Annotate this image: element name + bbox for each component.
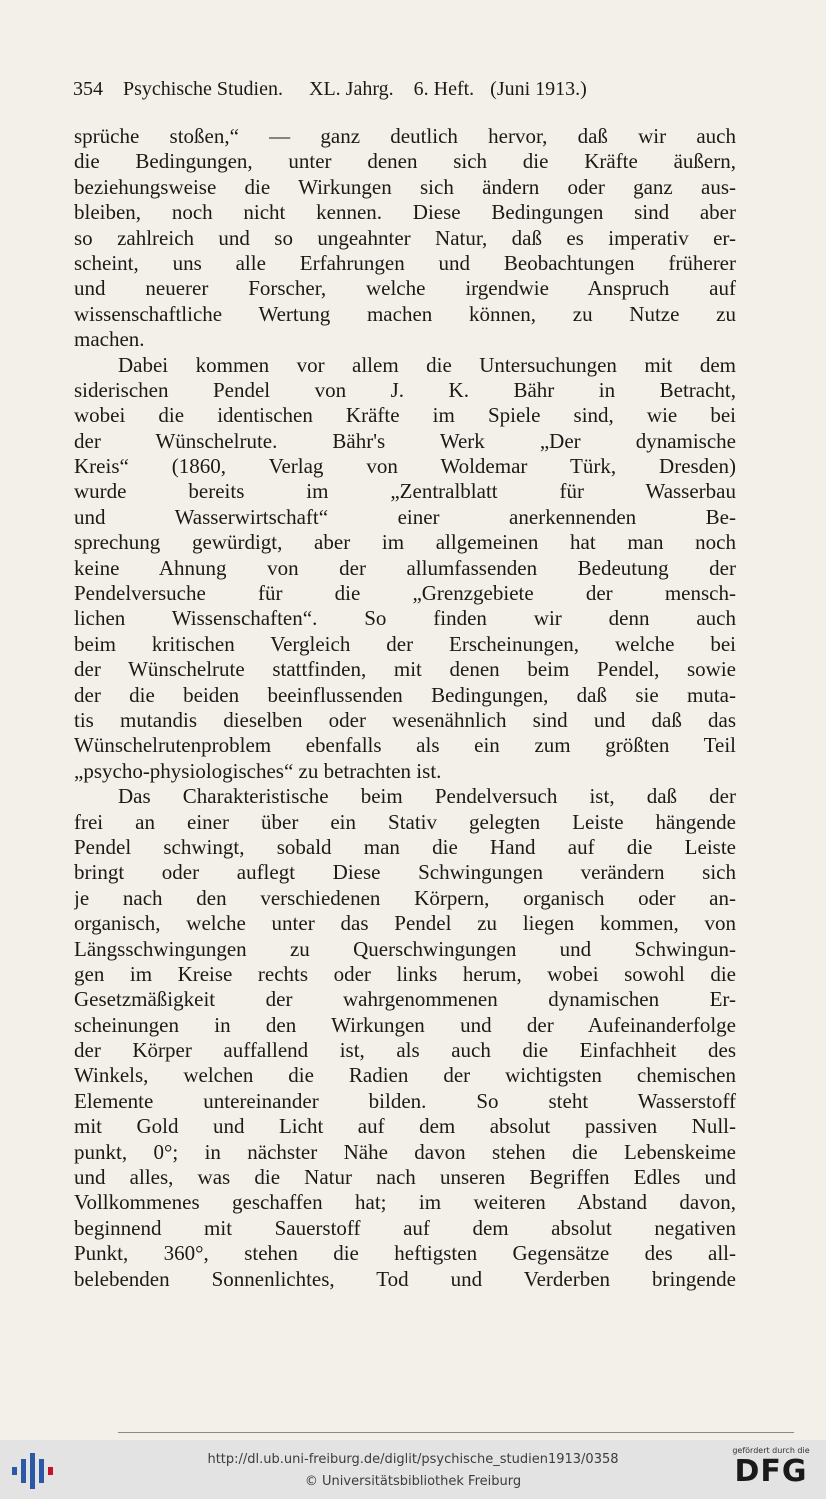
text-line: Gesetzmäßigkeit der wahrgenommenen dynamischen Er- [74, 987, 736, 1012]
text-line: frei an einer über ein Stativ gelegten Leiste hängende [74, 809, 736, 834]
text-line: der Wünschelrute stattfinden, mit denen beim Pendel, sowie [74, 657, 736, 682]
text-line: machen. [74, 327, 145, 352]
text-line: Pendelversuche für die „Grenzgebiete der mensch- [74, 581, 736, 606]
text-line: wobei die identischen Kräfte im Spiele sind, wie bei [74, 403, 736, 428]
text-line: keine Ahnung von der allumfassenden Bedeutung der [74, 555, 736, 580]
text-line: punkt, 0°; in nächster Nähe davon stehen die Lebenskeime [74, 1139, 736, 1164]
text-line: und neuerer Forscher, welche irgendwie Anspruch auf [74, 276, 736, 301]
page-bottom-rule [118, 1432, 794, 1433]
running-head [73, 78, 773, 101]
body-text [74, 124, 736, 1292]
text-line: der die beiden beeinflussenden Bedingungen, daß sie muta- [74, 682, 736, 707]
viewer-footer [0, 1440, 826, 1499]
paragraph-start-line: Das Charakteristische beim Pendelversuch ist, daß der [118, 784, 736, 809]
text-line: Vollkommenes geschaffen hat; im weiteren Abstand davon, [74, 1190, 736, 1215]
text-line: „psycho-physiologisches“ zu betrachten ist. [74, 758, 442, 783]
volume-label: XL. Jahrg. [309, 78, 394, 100]
text-line: wurde bereits im „Zentralblatt für Wasserbau [74, 479, 736, 504]
text-line: lichen Wissenschaften“. So finden wir denn auch [74, 606, 736, 631]
journal-title: Psychische Studien. [123, 78, 283, 100]
text-line: beim kritischen Vergleich der Erscheinungen, welche bei [74, 631, 736, 656]
text-line: sprüche stoßen,“ — ganz deutlich hervor, daß wir auch [74, 124, 736, 148]
text-line: bringt oder auflegt Diese Schwingungen verändern sich [74, 860, 736, 885]
text-line: sprechung gewürdigt, aber im allgemeinen hat man noch [74, 530, 736, 555]
dfg-logo: DFG [734, 1454, 808, 1489]
text-line: Winkels, welchen die Radien der wichtigsten chemischen [74, 1063, 736, 1088]
text-line: und alles, was die Natur nach unseren Begriffen Edles und [74, 1165, 736, 1190]
text-line: Pendel schwingt, sobald man die Hand auf die Leiste [74, 834, 736, 859]
dfg-funding-badge [728, 1446, 814, 1489]
text-line: belebenden Sonnenlichtes, Tod und Verderben bringende [74, 1266, 736, 1291]
text-line: mit Gold und Licht auf dem absolut passiven Null- [74, 1114, 736, 1139]
text-line: scheinungen in den Wirkungen und der Aufeinanderfolge [74, 1012, 736, 1037]
text-line: wissenschaftliche Wertung machen können, zu Nutze zu [74, 301, 736, 326]
page-number: 354 [73, 78, 103, 100]
text-line: Wünschelrutenproblem ebenfalls als ein zum größten Teil [74, 733, 736, 758]
text-line: Punkt, 360°, stehen die heftigsten Gegensätze des all- [74, 1241, 736, 1266]
text-line: der Körper auffallend ist, als auch die Einfachheit des [74, 1038, 736, 1063]
text-line: organisch, welche unter das Pendel zu liegen kommen, von [74, 911, 736, 936]
text-line: Kreis“ (1860, Verlag von Woldemar Türk, Dresden) [74, 454, 736, 479]
text-line: je nach den verschiedenen Körpern, organisch oder an- [74, 885, 736, 910]
paragraph-start-line: Dabei kommen vor allem die Untersuchungen mit dem [118, 352, 736, 377]
permalink-url[interactable]: http://dl.ub.uni-freiburg.de/diglit/psychische_studien1913/0358 [207, 1452, 619, 1467]
text-line: so zahlreich und so ungeahnter Natur, daß es imperativ er- [74, 225, 736, 250]
issue-label: 6. Heft. [413, 78, 475, 100]
text-line: bleiben, noch nicht kennen. Diese Bedingungen sind aber [74, 200, 736, 225]
text-line: tis mutandis dieselben oder wesenähnlich sind und daß das [74, 707, 736, 732]
issue-date: (Juni 1913.) [490, 78, 587, 100]
text-line: gen im Kreise rechts oder links herum, wobei sowohl die [74, 961, 736, 986]
funding-caption: gefördert durch die [732, 1446, 810, 1455]
text-line: und Wasserwirtschaft“ einer anerkennenden Be- [74, 504, 736, 529]
text-line: der Wünschelrute. Bähr's Werk „Der dynamische [74, 428, 736, 453]
text-line: die Bedingungen, unter denen sich die Kräfte äußern, [74, 149, 736, 174]
text-line: siderischen Pendel von J. K. Bähr in Betracht, [74, 377, 736, 402]
text-line: Elemente untereinander bilden. So steht Wasserstoff [74, 1088, 736, 1113]
text-line: beziehungsweise die Wirkungen sich ändern oder ganz aus- [74, 174, 736, 199]
text-line: beginnend mit Sauerstoff auf dem absolut negativen [74, 1215, 736, 1240]
text-line: scheint, uns alle Erfahrungen und Beobachtungen früherer [74, 250, 736, 275]
text-line: Längsschwingungen zu Querschwingungen und Schwingun- [74, 936, 736, 961]
copyright-notice: © Universitätsbibliothek Freiburg [304, 1474, 522, 1489]
